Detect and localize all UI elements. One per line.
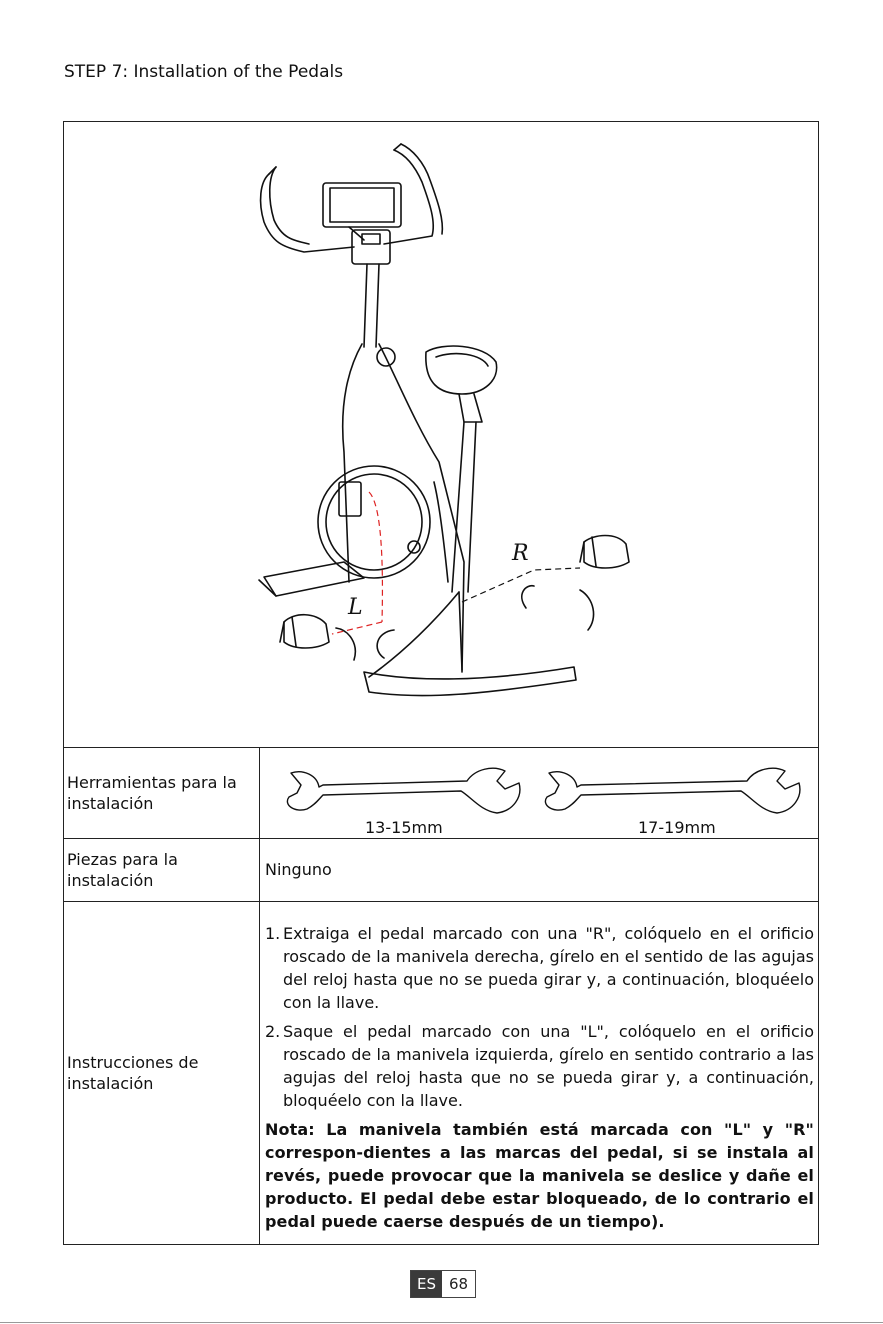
parts-row [64, 839, 818, 902]
wrench-size-2: 17-19mm [638, 818, 716, 837]
wrench-size-1: 13-15mm [365, 818, 443, 837]
page-badge [410, 1270, 476, 1298]
language-code: ES [411, 1271, 442, 1297]
instructions-value [261, 902, 818, 1244]
bike-illustration [64, 122, 818, 748]
tools-row [64, 747, 818, 839]
wrench-icon [261, 747, 818, 839]
instruction-item [265, 922, 814, 1014]
tools-label: Herramientas para la instalación [64, 747, 260, 838]
instruction-item [265, 1020, 814, 1112]
instruction-text: Extraiga el pedal marcado con una "R", colóquelo en el orificio roscado de la manivela derecha, gírelo en el sentido de las agujas del reloj hasta que no se pueda girar y, a continuación, bloquéelo con la llave. [283, 924, 814, 1012]
right-pedal-label: R [512, 541, 529, 566]
instructions-label: Instrucciones de instalación [64, 902, 260, 1244]
instruction-number: 2. [265, 1022, 281, 1041]
bottom-divider [0, 1322, 883, 1323]
instruction-number: 1. [265, 924, 281, 943]
exercise-bike-drawing [64, 122, 818, 747]
parts-label: Piezas para la instalación [64, 839, 260, 901]
page-number: 68 [442, 1271, 475, 1297]
parts-none: Ninguno [265, 860, 332, 879]
instruction-text: Saque el pedal marcado con una "L", colóquelo en el orificio roscado de la manivela izquierda, gírelo en sentido contrario a las agujas del reloj hasta que no se pueda girar y, a continuación, bloquéelo con la llave. [283, 1022, 814, 1110]
instruction-table [63, 121, 819, 1245]
instructions-row [64, 902, 818, 1244]
instruction-note: Nota: La manivela también está marcada con "L" y "R" correspon-dientes a las marcas del pedal, si se instala al revés, puede provocar que la manivela se deslice y dañe el producto. El pedal debe estar bloqueado, de lo contrario el pedal puede caerse después de un tiempo). [265, 1120, 814, 1231]
tools-value [261, 747, 818, 838]
left-pedal-label: L [348, 595, 363, 620]
step-title: STEP 7: Installation of the Pedals [64, 62, 344, 82]
parts-value [261, 839, 818, 901]
